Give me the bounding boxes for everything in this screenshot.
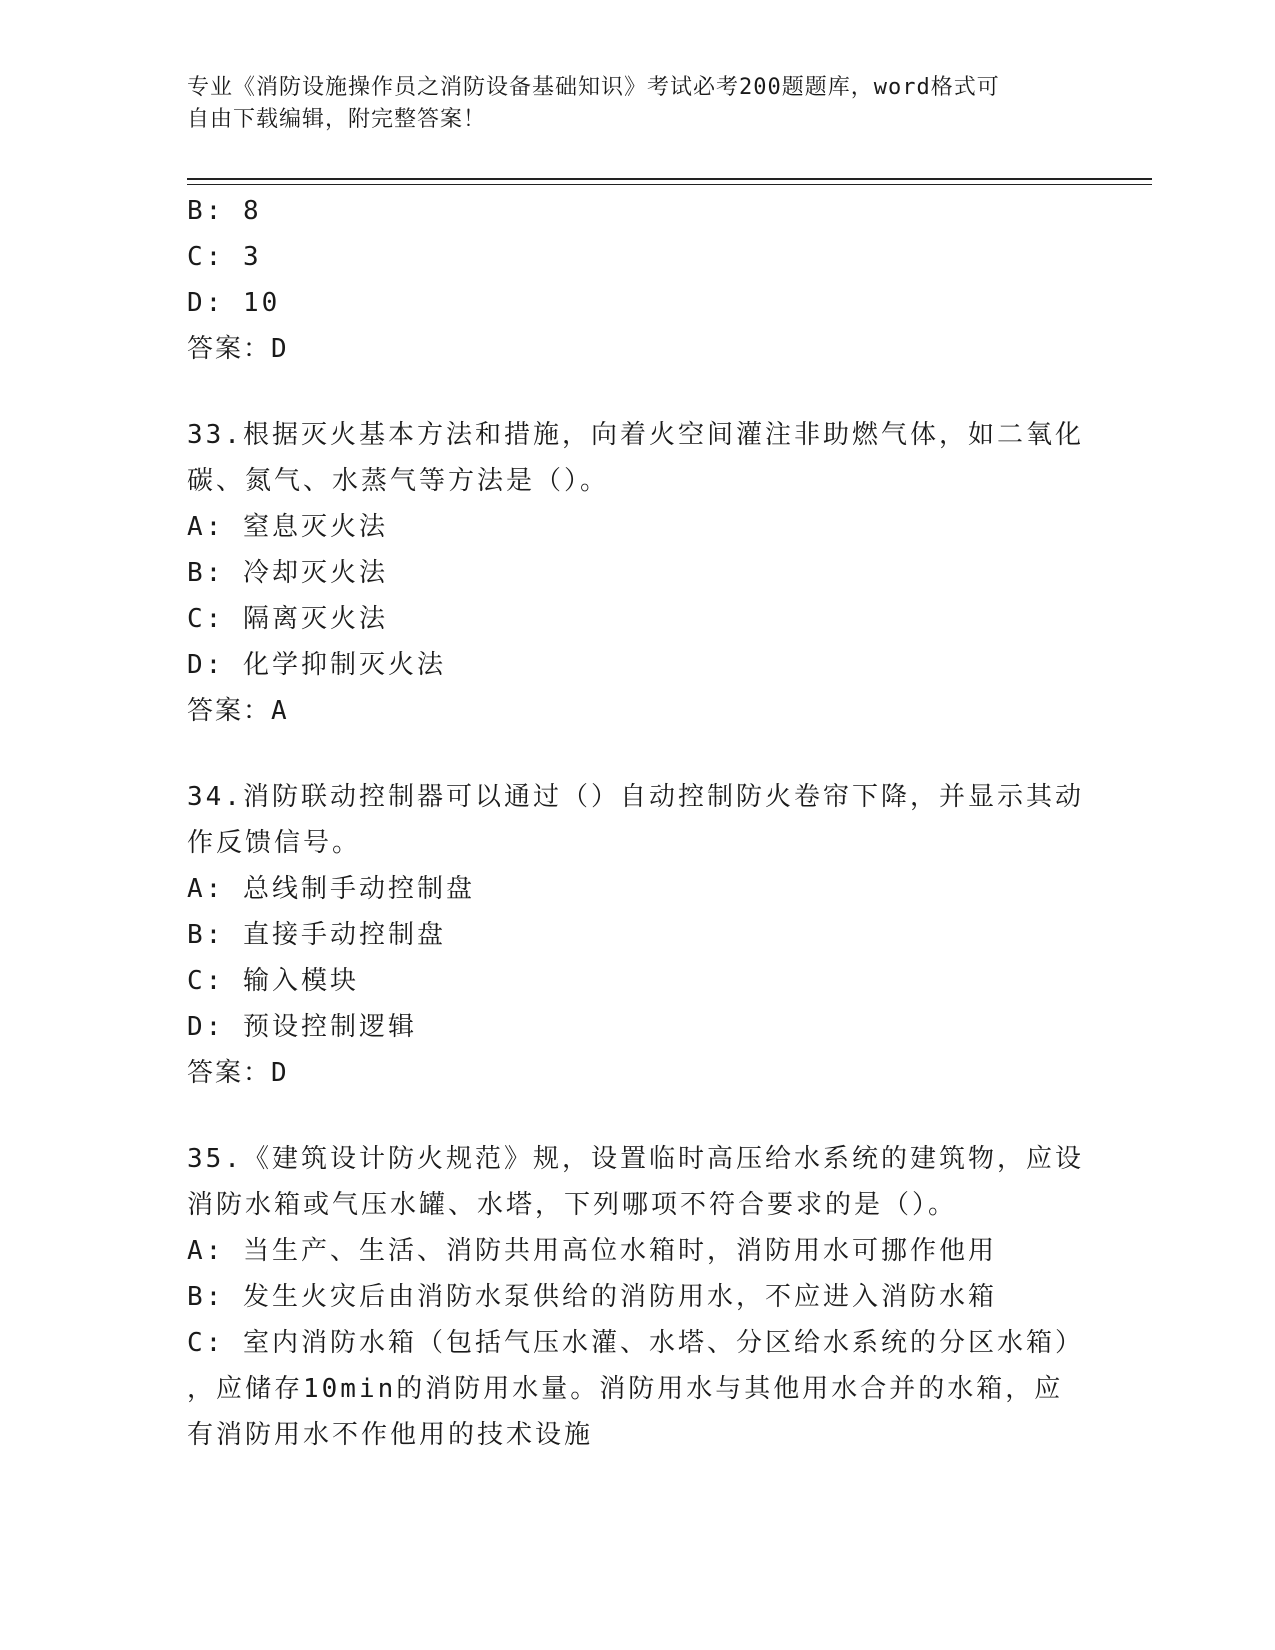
option-b: B: 8 xyxy=(187,196,262,226)
question-34 xyxy=(187,774,1087,1096)
header-line-2: 自由下载编辑，附完整答案！ xyxy=(187,107,487,132)
answer: 答案：A xyxy=(187,696,289,726)
question-stem-line: 35.《建筑设计防火规范》规，设置临时高压给水系统的建筑物，应设 xyxy=(187,1144,1084,1174)
question-body xyxy=(187,188,1087,1458)
spacer xyxy=(187,372,1087,412)
page-header xyxy=(187,72,1087,136)
spacer xyxy=(187,1096,1087,1136)
question-stem-line: 33.根据灭火基本方法和措施，向着火空间灌注非助燃气体，如二氧化 xyxy=(187,420,1084,450)
option-c-continued: 有消防用水不作他用的技术设施 xyxy=(187,1420,594,1450)
question-33 xyxy=(187,412,1087,734)
option-b: B: 发生火灾后由消防水泵供给的消防用水，不应进入消防水箱 xyxy=(187,1282,997,1312)
spacer xyxy=(187,734,1087,774)
question-stem-line: 作反馈信号。 xyxy=(187,828,362,858)
option-a: A: 总线制手动控制盘 xyxy=(187,874,475,904)
option-c-continued: ，应储存10min的消防用水量。消防用水与其他用水合并的水箱，应 xyxy=(187,1374,1064,1404)
option-b: B: 直接手动控制盘 xyxy=(187,920,446,950)
option-a: A: 当生产、生活、消防共用高位水箱时，消防用水可挪作他用 xyxy=(187,1236,997,1266)
answer: 答案：D xyxy=(187,1058,289,1088)
question-stem-line: 碳、氮气、水蒸气等方法是（）。 xyxy=(187,466,610,496)
header-rule-thick xyxy=(187,178,1152,180)
answer: 答案：D xyxy=(187,334,289,364)
question-35 xyxy=(187,1136,1087,1458)
header-rule-thin xyxy=(187,184,1152,185)
option-c: C: 输入模块 xyxy=(187,966,359,996)
header-line-1: 专业《消防设施操作员之消防设备基础知识》考试必考200题题库，word格式可 xyxy=(187,75,1000,100)
option-c: C: 室内消防水箱（包括气压水灌、水塔、分区给水系统的分区水箱） xyxy=(187,1328,1084,1358)
option-c: C: 隔离灭火法 xyxy=(187,604,388,634)
question-stem-line: 消防水箱或气压水罐、水塔，下列哪项不符合要求的是（）。 xyxy=(187,1190,958,1220)
option-b: B: 冷却灭火法 xyxy=(187,558,388,588)
question-32 xyxy=(187,188,1087,372)
option-a: A: 窒息灭火法 xyxy=(187,512,388,542)
option-d: D: 化学抑制灭火法 xyxy=(187,650,446,680)
option-d: D: 预设控制逻辑 xyxy=(187,1012,417,1042)
option-c: C: 3 xyxy=(187,242,262,272)
question-stem-line: 34.消防联动控制器可以通过（）自动控制防火卷帘下降，并显示其动 xyxy=(187,782,1084,812)
option-d: D: 10 xyxy=(187,288,281,318)
